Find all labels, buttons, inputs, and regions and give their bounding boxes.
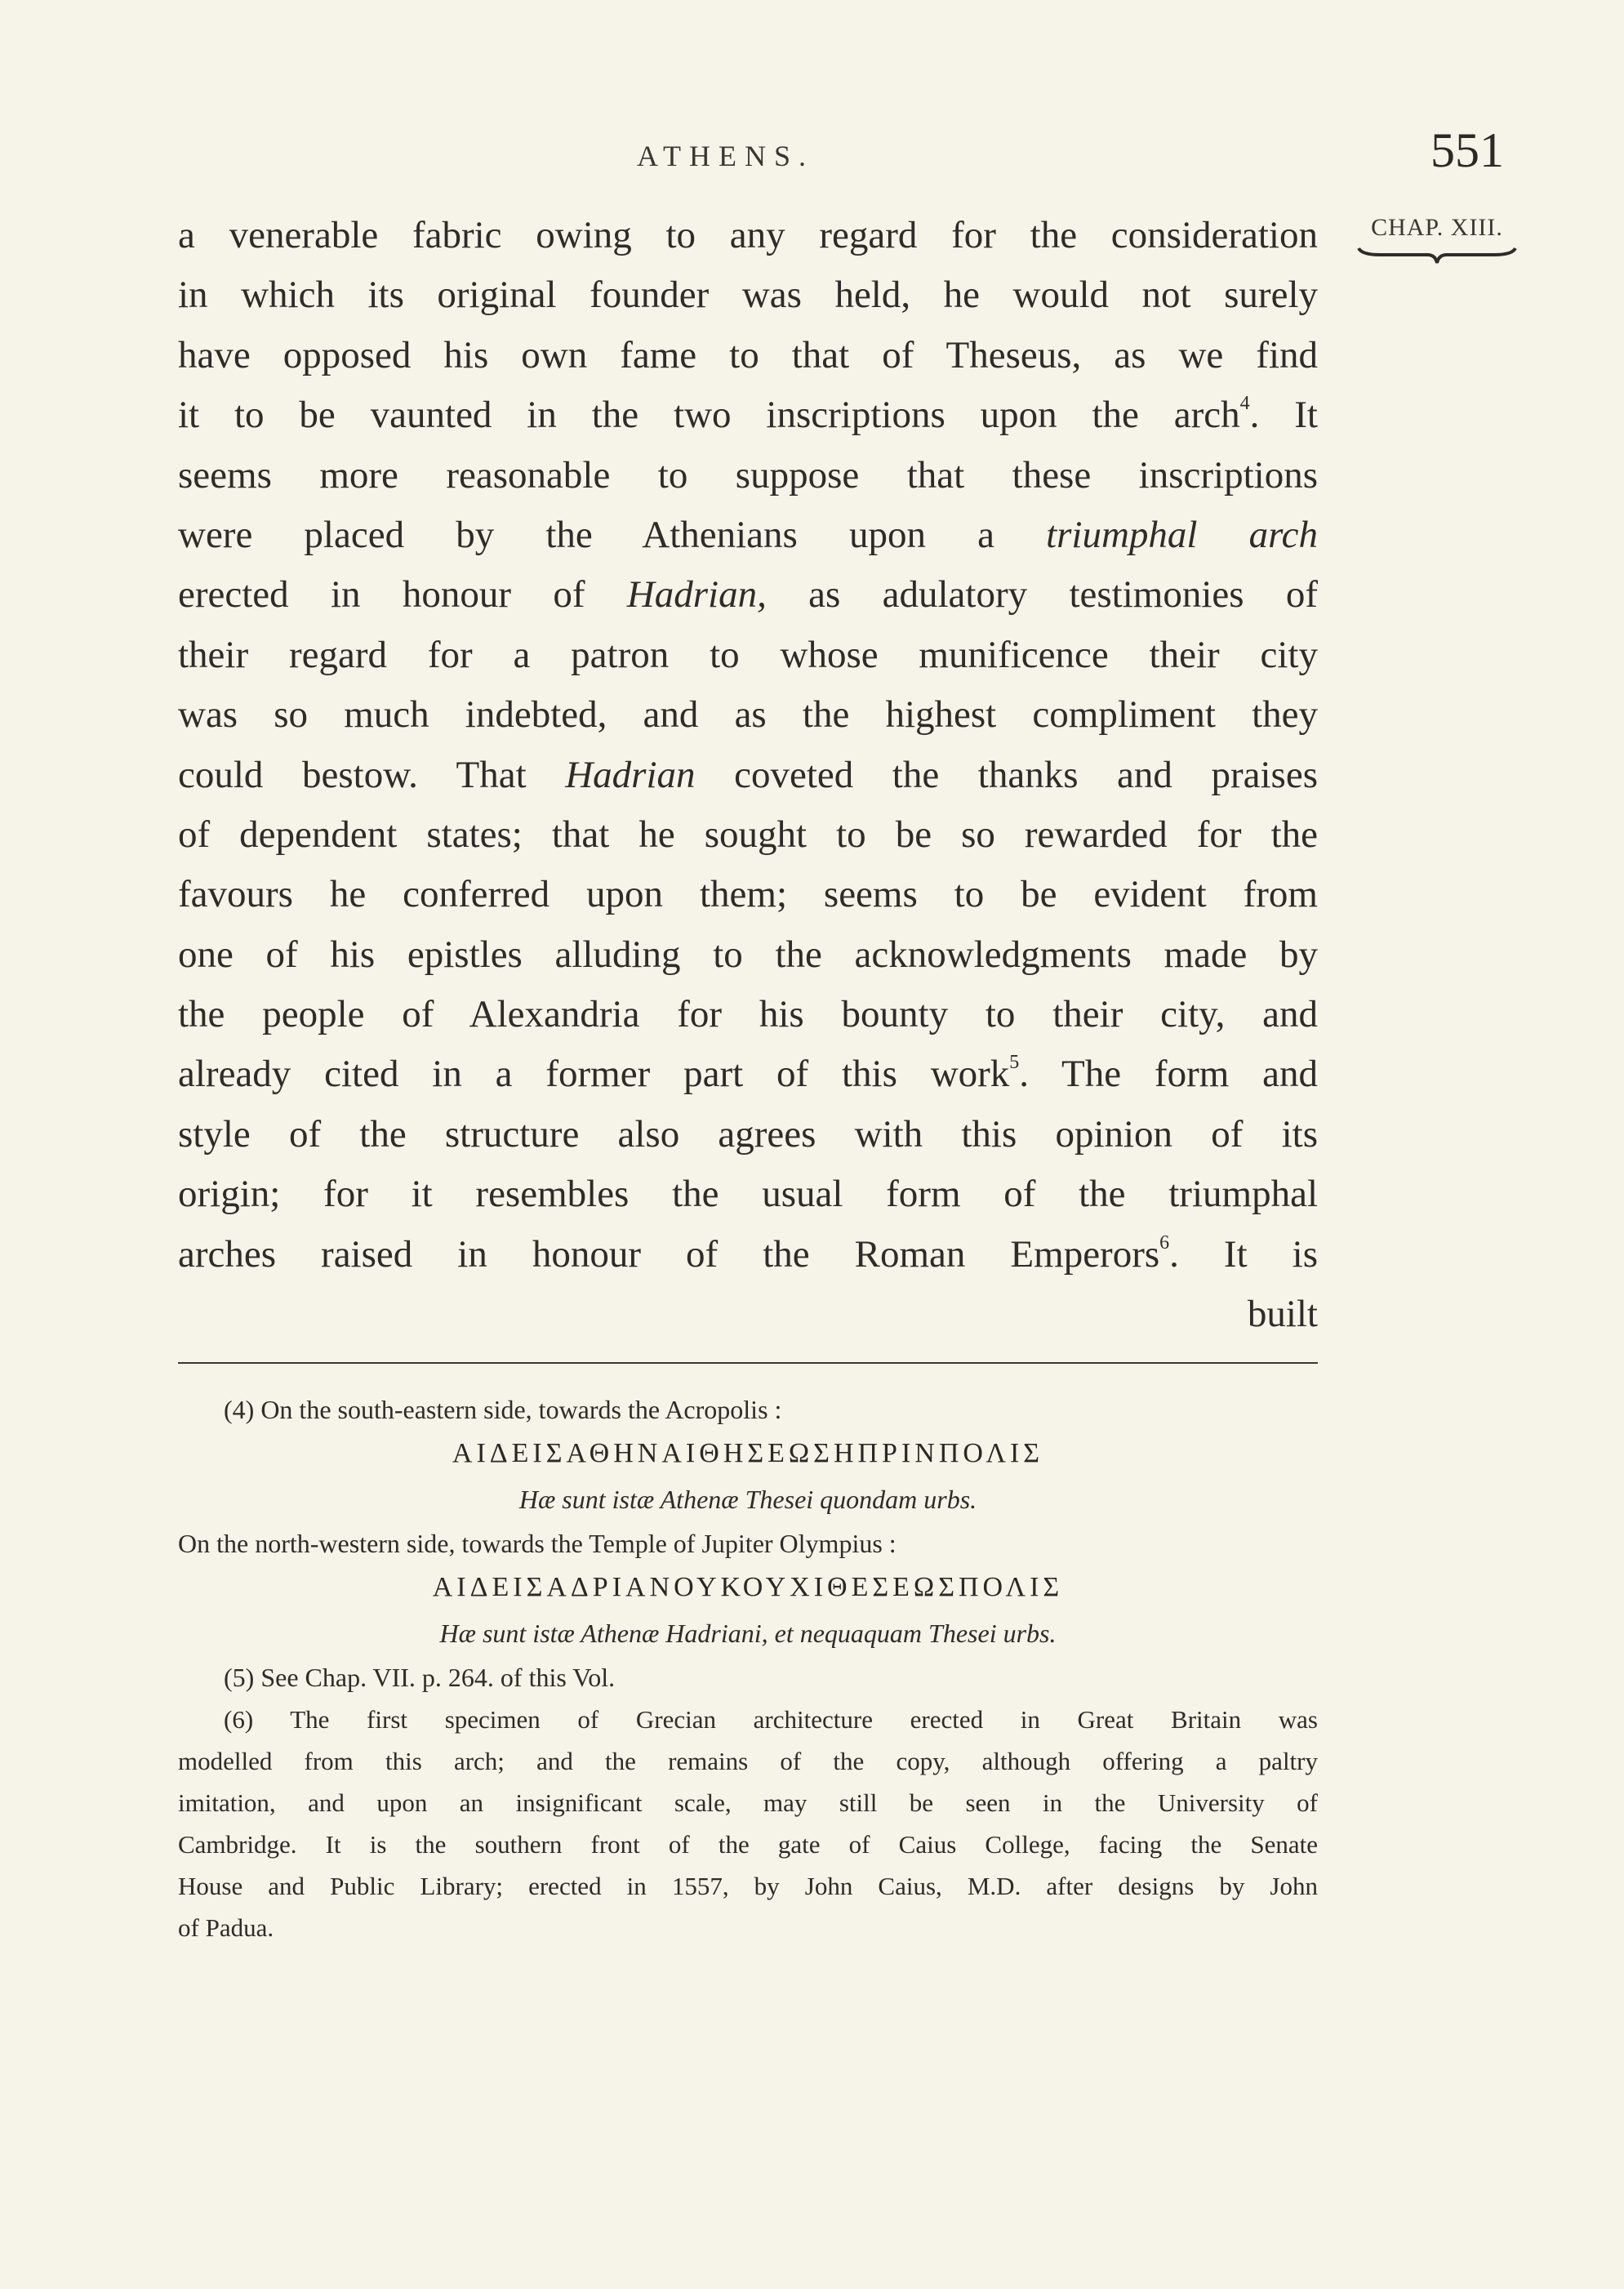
footnote-6-line: of Padua. [178, 1913, 274, 1942]
latin-translation: Hæ sunt istæ Athenæ Thesei quondam urbs. [518, 1485, 977, 1514]
footnotes [178, 1388, 1318, 1948]
text-line: favours he conferred upon them; seems to be evident from [178, 873, 1318, 916]
footnote-6-line: imitation, and upon an insignificant scale, may still be seen in the University of [178, 1788, 1318, 1817]
text-line: one of his epistles alluding to the acknowledgments made by [178, 933, 1318, 976]
footnote-6-line: Cambridge. It is the southern front of the gate of Caius College, facing the Senate [178, 1830, 1318, 1859]
chapter-marginal-note [1355, 214, 1519, 266]
latin-translation: Hæ sunt istæ Athenæ Hadriani, et nequaquam Thesei urbs. [439, 1619, 1057, 1648]
text-line: in which its original founder was held, he would not surely [178, 274, 1318, 317]
footnote-rule [178, 1362, 1318, 1364]
greek-inscription: ΑΙΔΕΙΣΑΔΡΙΑΝΟΥΚΟΥΧΙΘΕΣΕΩΣΠΟΛΙΣ [432, 1572, 1064, 1602]
text-line: of dependent states; that he sought to be so rewarded for the [178, 813, 1318, 856]
text-line: already cited in a former part of this work$^5$. The form and [178, 1052, 1318, 1096]
footnote-ref[interactable]: 6 [1159, 1231, 1170, 1254]
text-line: a venerable fabric owing to any regard for the consideration [178, 214, 1318, 256]
text-line: style of the structure also agrees with this opinion of its [178, 1112, 1318, 1156]
greek-inscription: ΑΙΔΕΙΣΑΘΗΝΑΙΘΗΣΕΩΣΗΠΡΙΝΠΟΛΙΣ [452, 1438, 1044, 1468]
text-line: were placed by the Athenians upon a triumphal arch [178, 513, 1318, 556]
text-line: seems more reasonable to suppose that these inscriptions [178, 453, 1318, 497]
footnote-6-line: (6) The first specimen of Grecian architecture erected in Great Britain was [224, 1705, 1318, 1734]
chapter-label: CHAP. XIII. [1371, 214, 1503, 241]
text-line: have opposed his own fame to that of Theseus, as we find [178, 333, 1318, 376]
main-text [178, 206, 1318, 1344]
text-line: erected in honour of Hadrian, as adulatory testimonies of [178, 573, 1319, 617]
footnote-6-line: modelled from this arch; and the remains of the copy, although offering a paltry [178, 1747, 1318, 1775]
footnote-ref[interactable]: 5 [1009, 1052, 1020, 1074]
footnote-4-intro-2: On the north-western side, towards the Temple of Jupiter Olympius : [178, 1529, 897, 1558]
brace-icon [1355, 243, 1519, 266]
text-line: arches raised in honour of the Roman Emperors$^6$. It is [178, 1231, 1319, 1276]
footnote-6-line: House and Public Library; erected in 1557, by John Caius, M.D. after designs by John [178, 1872, 1318, 1900]
text-line: the people of Alexandria for his bounty to their city, and [178, 993, 1318, 1036]
text-line: it to be vaunted in the two inscriptions upon the arch$^4$. It [178, 393, 1318, 437]
text-line: was so much indebted, and as the highest compliment they [178, 693, 1318, 737]
footnote-5: (5) See Chap. VII. p. 264. of this Vol. [224, 1663, 616, 1692]
running-head: ATHENS. [637, 140, 815, 172]
text-line: origin; for it resembles the usual form of the triumphal [178, 1173, 1318, 1216]
page-number: 551 [1430, 123, 1504, 177]
catchword: built [1247, 1293, 1318, 1336]
footnote-4-intro: (4) On the south-eastern side, towards the Acropolis : [224, 1395, 782, 1424]
text-line: could bestow. That Hadrian coveted the thanks and praises [178, 753, 1318, 796]
text-line: their regard for a patron to whose munificence their city [178, 633, 1318, 676]
footnote-ref[interactable]: 4 [1239, 393, 1250, 415]
